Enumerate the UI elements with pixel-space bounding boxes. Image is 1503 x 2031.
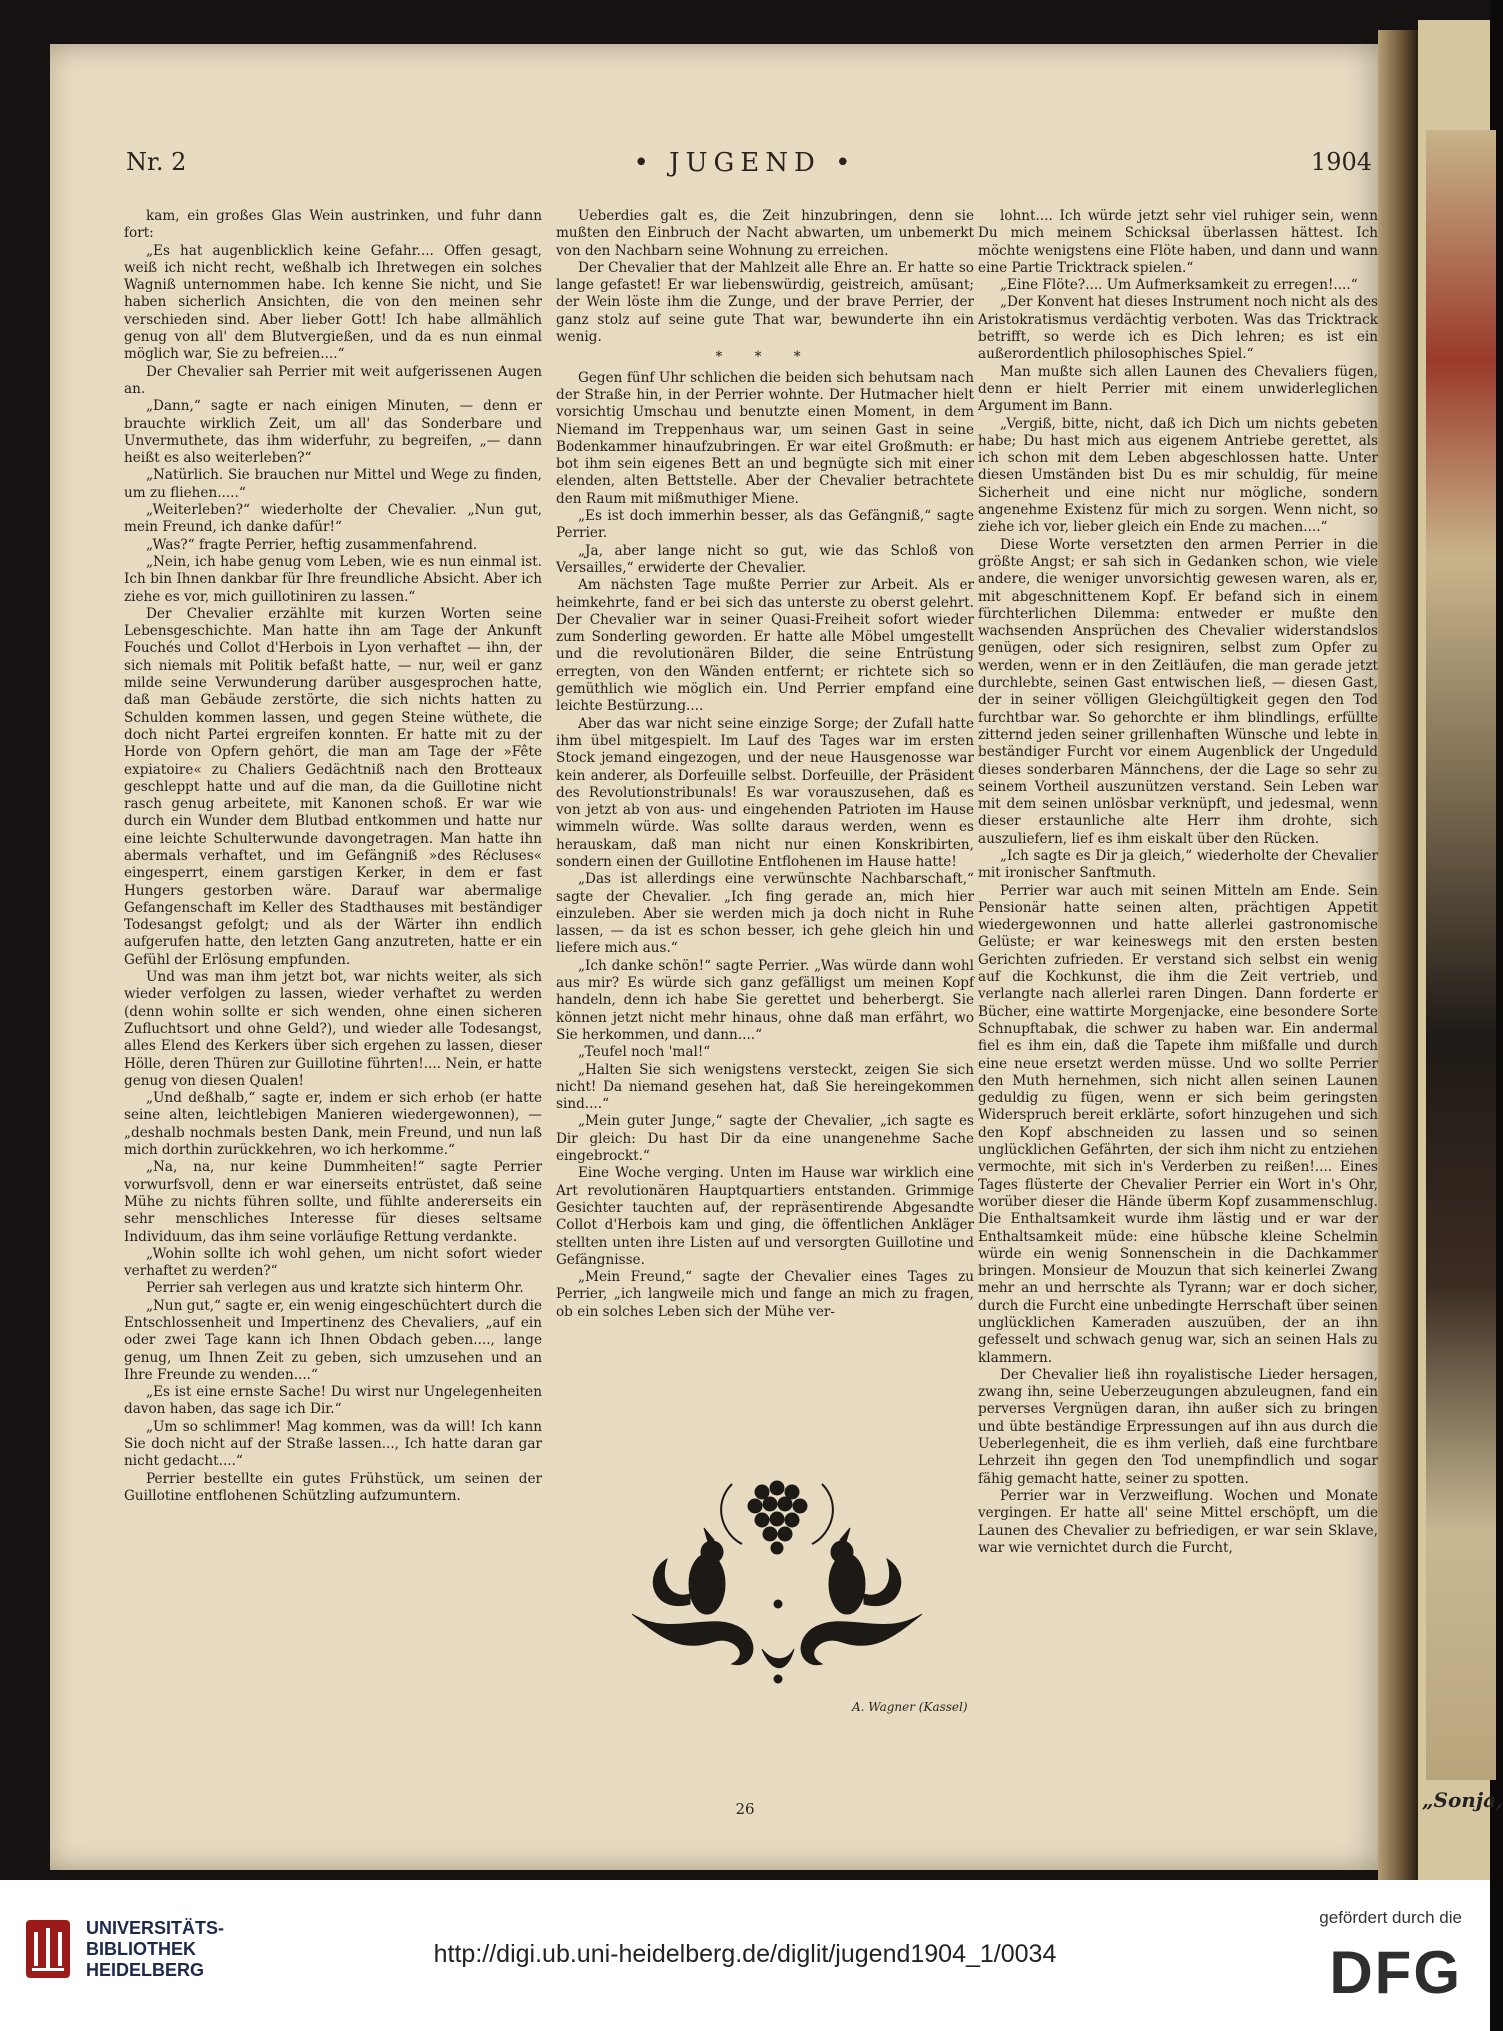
paragraph: „Um so schlimmer! Mag kommen, was da will! Ich kann Sie doch nicht auf der Straße lassen..., Ich hatte daran gar nicht gedacht....“: [124, 1418, 542, 1470]
paragraph: „Na, na, nur keine Dummheiten!“ sagte Perrier vorwurfsvoll, denn er war einerseits entrüstet, daß seine Mühe zu nichts führen sollte, und fühlte andererseits ein sehr menschliches Interesse für dieses seltsame Individuum, das ihm seine vorläufige Rettung verdankte.: [124, 1159, 542, 1245]
university-name-line: UNIVERSITÄTS-: [86, 1918, 225, 1938]
university-name-line: HEIDELBERG: [86, 1960, 205, 1980]
paragraph: „Mein guter Junge,“ sagte der Chevalier, „ich sagte es Dir gleich: Du hast Dir da eine unangenehme Sache eingebrockt.“: [556, 1113, 974, 1165]
paragraph: Der Chevalier erzählte mit kurzen Worten seine Lebensgeschichte. Man hatte ihn am Tage der Ankunft Fouchés und Collot d'Herbois in Lyon verhaftet — ihn, der sich niemals mit Politik befaßt hatte, — nur, weil er ganz milde seine Verwunderung darüber ausgesprochen hatte, daß man Gebäude zerstörte, die sich nichts hatten zu Schulden kommen lassen, und gegen Steine wüthete, die doch nicht Partei ergreifen konnten. Er hatte mit zu der Horde von Opfern gehört, die man am Tage der »Fête expiatoire« zu Chaliers Gedächtniß nach den Brotteaux geschleppt hatte und auf die man, da die Guillotine nicht rasch genug arbeitete, mit Kanonen schoß. Er war wie durch ein Wunder dem Blutbad entkommen und hatte nur eine leichte Schulterwunde davongetragen. Man hatte ihn abermals verhaftet, und im Gefängniß »des Récluses« eingesperrt, einem garstigen Kerker, in dem er fast Hungers gestorben wäre. Darauf war abermalige Gefangenschaft im Keller des Stadthauses mit beständiger Todesangst gefolgt; und als der Wärter ihn endlich aufgerufen hatte, den letzten Gang anzutreten, hatte er ein Gefühl der Erlösung empfunden.: [124, 605, 542, 968]
text-column-2: [556, 208, 974, 1618]
paragraph: Der Chevalier ließ ihn royalistische Lieder hersagen, zwang ihn, seine Ueberzeugungen abzuleugnen, fand ein perverses Vergnügen daran, ihn außer sich zu bringen und übte beständige Erpressungen auf ihn aus durch die Ueberlegenheit, die es ihm verlieh, daß eine furchtbare Lehrzeit ihn gegen den Tod unempfindlich und sogar fähig gemacht hatte, seiner zu spotten.: [978, 1366, 1378, 1487]
paragraph: „Ich danke schön!“ sagte Perrier. „Was würde dann wohl aus mir? Es würde sich ganz gefälligst um meinen Kopf handeln, denn ich habe Sie gerettet und beherbergt. Sie können jetzt nicht mehr hinaus, ohne daß man erfährt, wo Sie herkommen, und dann....“: [556, 957, 974, 1043]
paragraph: Perrier war auch mit seinen Mitteln am Ende. Sein Pensionär hatte seinen alten, prächtigen Appetit wiedergewonnen und hatte allerlei gastronomische Gelüste; er war keineswegs mit den ersten besten Gerichten zufrieden. Er verstand sich selbst ein wenig auf die Kochkunst, die ihm die Zeit vertrieb, und verlangte nach allerlei raren Dingen. Dann forderte er Bücher, eine wattirte Morgenjacke, eine besondere Sorte Schnupftabak, die schwer zu haben war. Ein andermal fiel es ihm ein, daß die Tapete ihm mißfalle und durch eine neue ersetzt werden müsse. Und wo sollte Perrier den Muth hernehmen, sich nicht allen seinen Launen geduldig zu fügen, wenn er sich beim geringsten Widerspruch bereit erklärte, sofort hinzugehen und sich den Kopf abschneiden zu lassen und so seinen unglücklichen Gefährten, der sich ihm nicht zu entziehen vermochte, mit sich in's Verderben zu reißen!.... Eines Tages flüsterte der Chevalier Perrier ein Wort in's Ohr, worüber dieser die Hände überm Kopf zusammenschlug. Die Enthaltsamkeit wurde ihm lästig und er war der Enthaltsamkeit müde: eine hübsche kleine Schelmin würde ein wenig Sonnenschein in die Dachkammer bringen. Monsieur de Mouzun that sich keinerlei Zwang mehr an und herrschte als Tyrann; war er doch sicher, durch die Furcht eine unbedingte Herrschaft über seinen unglücklichen Kameraden auszuüben, der an ihn gefesselt und schwach genug war, sich an seinen Hals zu klammern.: [978, 882, 1378, 1366]
paragraph: „Nun gut,“ sagte er, ein wenig eingeschüchtert durch die Entschlossenheit und Impertinenz des Chevaliers, „auf ein oder zwei Tage kann ich Ihnen Obdach geben...., lange genug, um Ihnen Zeit zu geben, sich umzusehen und an Ihre Freunde zu wenden....“: [124, 1297, 542, 1383]
paragraph: „Der Konvent hat dieses Instrument noch nicht als des Aristokratismus verdächtig verboten. Was das Tricktrack betrifft, so werde ich es Dich lehren; es ist ein außerordentlich philosophisches Spiel.“: [978, 294, 1378, 363]
paragraph: Eine Woche verging. Unten im Hause war wirklich eine Art revolutionären Hauptquartiers entstanden. Grimmige Gesichter tauchten auf, der repräsentirende Abgesandte Collot d'Herbois kam und ging, die öffentlichen Ankläger stellten unten ihre Listen auf und versorgten Guillotine und Gefängnisse.: [556, 1165, 974, 1268]
paragraph: „Es hat augenblicklich keine Gefahr.... Offen gesagt, weiß ich nicht recht, weßhalb ich Ihretwegen ein solches Wagniß unternommen habe. Ich kenne Sie nicht, und Sie haben sicherlich Ansichten, die von den meinen sehr verschieden sind. Aber lieber Gott! Ich habe allmählich genug von all' dem Blutvergießen, und da es nun einmal möglich war, Sie zu befreien....“: [124, 242, 542, 363]
paragraph: Am nächsten Tage mußte Perrier zur Arbeit. Als er heimkehrte, fand er bei sich das unterste zu oberst gelehrt. Der Chevalier war in seiner Quasi-Freiheit sofort wieder zum Sonderling geworden. Er hatte alle Möbel umgestellt und die revolutionären Bilder, die seine Entrüstung erregten, von den Wänden entfernt; er richtete sich so gemüthlich wie möglich ein. Und Perrier empfand eine leichte Bestürzung....: [556, 577, 974, 715]
funding-label: gefördert durch die: [1319, 1908, 1462, 1927]
paragraph: „Was?“ fragte Perrier, heftig zusammenfahrend.: [146, 536, 478, 553]
source-url-link[interactable]: http://digi.ub.uni-heidelberg.de/diglit/jugend1904_1/0034: [433, 1940, 1057, 1968]
paragraph: „Das ist allerdings eine verwünschte Nachbarschaft,“ sagte der Chevalier. „Ich fing gerade an, mich hier einzuleben. Aber sie werden mich ja doch nicht in Ruhe lassen, — da ist es schon besser, ich gehe gleich hin und liefere mich aus.“: [556, 871, 974, 957]
column-2-part-b: [556, 370, 974, 1321]
paragraph: „Mein Freund,“ sagte der Chevalier eines Tages zu Perrier, „ich langweile mich und fange an mich zu fragen, ob ein solches Leben sich der Mühe ver-: [556, 1269, 974, 1320]
page-number: 26: [735, 1800, 755, 1818]
paragraph: Man mußte sich allen Launen des Chevaliers fügen, denn er hielt Perrier mit einem unwiderleglichen Argument im Bann.: [978, 363, 1378, 415]
right-squirrel: [829, 1528, 901, 1614]
paragraph: „Nein, ich habe genug vom Leben, wie es nun einmal ist. Ich bin Ihnen dankbar für Ihre freundliche Absicht. Aber ich ziehe es vor, mich guillotiniren zu lassen.“: [124, 553, 542, 605]
viewer-footer: [0, 1880, 1490, 2031]
paragraph: Ueberdies galt es, die Zeit hinzubringen, denn sie mußten den Einbruch der Nacht abwarten, um unbemerkt von den Nachbarn seine Wohnung zu erreichen.: [556, 208, 974, 259]
grape-cluster: [748, 1481, 807, 1554]
squirrel-vignette-illustration: [612, 1464, 942, 1694]
paragraph: „Eine Flöte?.... Um Aufmerksamkeit zu erregen!....“: [1000, 277, 1358, 294]
paragraph: „Vergiß, bitte, nicht, daß ich Dich um nichts gebeten habe; Du hast mich aus eigenem Antriebe gerettet, als ich schon mit dem Leben abgeschlossen hatte. Unter diesen Umständen bist Du es mir schuldig, für meine Sicherheit und eine nicht nur mögliche, sondern angenehme Existenz für mich zu sorgen. Wenn nicht, so ziehe ich vor, lieber gleich ein Ende zu machen....“: [978, 415, 1378, 536]
text-column-3: [978, 208, 1378, 1708]
paragraph: Aber das war nicht seine einzige Sorge; der Zufall hatte ihm übel mitgespielt. Im Lauf des Tages war im ersten Stock jemand eingezogen, und der neue Hausgenosse war kein anderer, als Dorfeuille selbst. Dorfeuille, der Präsident des Revolutionstribunals! Es war vorauszusehen, daß es von jetzt ab von aus- und eingehenden Patrioten im Hause wimmeln würde. Was sollte daraus werden, wenn es herauskam, daß man nicht nur einen Konskribirten, sondern einen der Guillotine Entflohenen im Hause hatte!: [556, 715, 974, 870]
paragraph: kam, ein großes Glas Wein austrinken, und fuhr dann fort:: [124, 208, 542, 242]
paragraph: „Es ist eine ernste Sache! Du wirst nur Ungelegenheiten davon haben, das sage ich Dir.“: [124, 1384, 542, 1418]
facing-page-caption: „Sonja,: [1422, 1788, 1503, 1812]
paragraph: „Wohin sollte ich wohl gehen, um nicht sofort wieder verhaftet zu werden?“: [124, 1245, 542, 1280]
paragraph: Der Chevalier that der Mahlzeit alle Ehre an. Er hatte so lange gefastet! Er war liebenswürdig, geistreich, amüsant; der Wein löste ihm die Zunge, und der brave Perrier, der ganz stolz auf seine gute That war, bewunderte ihn ein wenig.: [556, 259, 974, 346]
paragraph: Perrier war in Verzweiflung. Wochen und Monate vergingen. Er hatte all' seine Mittel erschöpft, um die Launen des Chevalier zu befriedigen, er war sein Sklave, war wie vernichtet durch die Furcht,: [978, 1487, 1378, 1556]
column-2-part-a: [556, 208, 974, 346]
paragraph: lohnt.... Ich würde jetzt sehr viel ruhiger sein, wenn Du mich meinem Schicksal überlassen hättest. Ich möchte wenigstens eine Flöte haben, und dann und wann eine Partie Tricktrack spielen.“: [978, 208, 1378, 276]
facing-page: [1418, 20, 1503, 1880]
paragraph: Diese Worte versetzten den armen Perrier in die größte Angst; er sah sich in Gedanken schon, wie viele andere, die weniger unvorsichtig gewesen waren, als er, mit abgeschnittenem Kopf. Er befand sich in einem fürchterlichen Dilemma: entweder er mußte den wachsenden Ansprüchen des Chevalier widerstandslos genügen, oder sich resigniren, selbst zum Opfer zu werden, wenn er in den Zeitläufen, die man gerade jetzt durchlebte, seinen Gast entwischen ließ, — diesen Gast, der in seiner völligen Gleichgültigkeit gegen den Tod furchtbar war. So gehorchte er ihm blindlings, erfüllte zitternd jeden seiner grillenhaften Wünsche und lebte in beständiger Furcht vor einem Augenblick der Ungeduld dieses sonderbaren Männchens, der die Lage so sehr zu seinem Vortheil auszunützen verstand. Sein Leben war mit dem seinen unlösbar verknüpft, und jedesmal, wenn dieser erstaunliche alte Herr ihm drohte, sich auszuliefern, lief es ihm eiskalt über den Rücken.: [978, 536, 1378, 847]
paragraph: „Es ist doch immerhin besser, als das Gefängniß,“ sagte Perrier.: [556, 508, 974, 542]
text-column-1: [124, 208, 542, 1708]
paragraph: „Und deßhalb,“ sagte er, indem er sich erhob (er hatte seine alten, leichtlebigen Manieren wiedergewonnen), — „deshalb nochmals besten Dank, mein Freund, und nun laß mich dorthin zurückkehren, wo ich herkomme.“: [124, 1090, 542, 1159]
paragraph: „Dann,“ sagte er nach einigen Minuten, — denn er brauchte wirklich Zeit, um all' das Sonderbare und Unvermuthete, das ihm widerfuhr, zu begreifen, „— dann heißt es also weiterleben?“: [124, 398, 542, 467]
paragraph: „Ich sagte es Dir ja gleich,“ wiederholte der Chevalier mit ironischer Sanftmuth.: [978, 847, 1378, 882]
dfg-logo[interactable]: DFG: [1329, 1939, 1462, 2006]
year: 1904: [1310, 148, 1372, 176]
magazine-title: • JUGEND •: [633, 148, 857, 178]
page-fold: [1378, 30, 1418, 1880]
paragraph: „Teufel noch 'mal!“: [578, 1044, 711, 1061]
section-break-stars: * * *: [715, 349, 815, 366]
paragraph: Und was man ihm jetzt bot, war nichts weiter, als sich wieder verfolgen zu lassen, wieder verhaftet zu werden (denn wohin sollte er sich wenden, ohne einen sicheren Zufluchtsort und ohne Geld?), und wieder alle Todesangst, alles Elend des Kerkers über sich ergehen zu lassen, dieser Hölle, deren Thüren zur Guillotine führten!.... Nein, er hatte genug von diesen Qualen!: [124, 969, 542, 1089]
paragraph: Perrier bestellte ein gutes Frühstück, um seinen der Guillotine entflohenen Schützling aufzumuntern.: [124, 1470, 542, 1504]
left-squirrel: [653, 1528, 725, 1614]
university-name-line: BIBLIOTHEK: [86, 1939, 196, 1959]
paragraph: „Halten Sie sich wenigstens versteckt, zeigen Sie sich nicht! Da niemand gesehen hat, daß Sie hereingekommen sind....“: [556, 1061, 974, 1113]
paragraph: „Ja, aber lange nicht so gut, wie das Schloß von Versailles,“ erwiderte der Chevalier.: [556, 542, 974, 576]
paragraph: Gegen fünf Uhr schlichen die beiden sich behutsam nach der Straße hin, in der Perrier wohnte. Der Hutmacher hielt vorsichtig Umschau und benutzte einen Moment, in dem Niemand im Treppenhaus war, um seinen Gast in seine Bodenkammer hinaufzubringen. Er war eitel Großmuth: er bot ihm sein eigenes Bett an und begnügte sich mit einer elenden, alten Bettstelle. Aber der Chevalier betrachtete den Raum mit mißmuthiger Miene.: [556, 369, 974, 507]
paragraph: „Natürlich. Sie brauchen nur Mittel und Wege zu finden, um zu fliehen.....“: [124, 467, 542, 501]
illustration-credit: A. Wagner (Kassel): [852, 1700, 968, 1714]
issue-number: Nr. 2: [126, 148, 187, 176]
paragraph: Perrier sah verlegen aus und kratzte sich hinterm Ohr.: [146, 1280, 524, 1297]
paragraph: Der Chevalier sah Perrier mit weit aufgerissenen Augen an.: [124, 363, 542, 397]
paragraph: „Weiterleben?“ wiederholte der Chevalier. „Nun gut, mein Freund, ich danke dafür!“: [124, 502, 542, 536]
facing-page-illustration: [1426, 130, 1496, 1780]
